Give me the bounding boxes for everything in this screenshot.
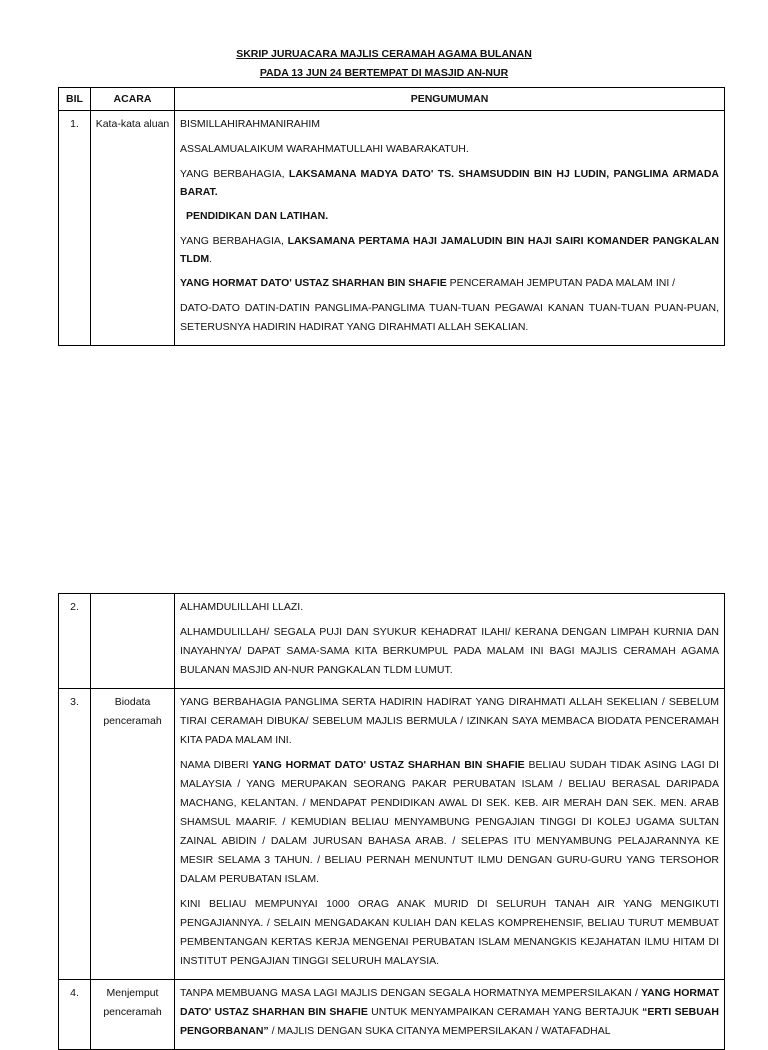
announcement-paragraph: BISMILLAHIRAHMANIRAHIM bbox=[180, 118, 321, 130]
text-span: YANG BERBAHAGIA, bbox=[180, 168, 289, 180]
text-span: / MAJLIS DENGAN SUKA CITANYA MEMPERSILAKAN / WATAFADHAL bbox=[268, 1025, 611, 1037]
document-title: SKRIP JURUACARA MAJLIS CERAMAH AGAMA BULANAN bbox=[236, 48, 532, 60]
row-announcement bbox=[175, 594, 725, 689]
bold-text: PENDIDIKAN DAN LATIHAN. bbox=[186, 210, 329, 222]
announcement-paragraph: YANG BERBAHAGIA PANGLIMA SERTA HADIRIN HADIRAT YANG DIRAHMATI ALLAH SEKELIAN / SEBELUM TIRAI CERAMAH DIBUKA/ SEBELUM MAJLIS BERMULA / IZINKAN SAYA MEMBACA BIODATA PENCERAMAH KITA PADA MALAM INI. bbox=[180, 696, 719, 746]
announcement-paragraph: DATO-DATO DATIN-DATIN PANGLIMA-PANGLIMA TUAN-TUAN PEGAWAI KANAN TUAN-TUAN PUAN-PUAN, SETERUSNYA HADIRIN HADIRAT YANG DIRAHMATI ALLAH SEKALIAN. bbox=[180, 302, 719, 333]
announcement-paragraph: ASSALAMUALAIKUM WARAHMATULLAHI WABARAKATUH. bbox=[180, 143, 469, 155]
script-table-page-1 bbox=[58, 87, 725, 346]
text-span: TANPA MEMBUANG MASA LAGI MAJLIS DENGAN SEGALA HORMATNYA MEMPERSILAKAN / bbox=[180, 987, 642, 999]
announcement-paragraph: ALHAMDULILLAHI LLAZI. bbox=[180, 601, 304, 613]
script-table-page-2 bbox=[58, 593, 725, 1050]
row-number: 1. bbox=[59, 111, 91, 346]
announcement-paragraph: KINI BELIAU MEMPUNYAI 1000 ORAG ANAK MURID DI SELURUH TANAH AIR YANG MENGIKUTI PENGAJIANNYA. / SELAIN MENGADAKAN KULIAH DAN KELAS KOMPREHENSIF, BELIAU TURUT MEMBUAT PEMBENTANGAN KERTAS KERJA MENGENAI PERUBATAN ISLAM MENANGKIS KEJAHATAN ILMU HITAM DI INSTITUT PENGAJIAN TINGGI SELURUH MALAYSIA. bbox=[180, 898, 719, 967]
header-pengumuman: PENGUMUMAN bbox=[175, 88, 725, 111]
document-subtitle: PADA 13 JUN 24 BERTEMPAT DI MASJID AN-NUR bbox=[259, 67, 509, 79]
header-acara: ACARA bbox=[91, 88, 175, 111]
bold-text: LAKSAMANA PERTAMA HAJI JAMALUDIN BIN HAJI SAIRI KOMANDER PANGKALAN TLDM bbox=[180, 235, 720, 265]
announcement-paragraph bbox=[180, 232, 719, 268]
row-event: Biodata penceramah bbox=[91, 689, 175, 980]
bold-text: YANG HORMAT DATO' USTAZ SHARHAN BIN SHAFIE bbox=[180, 987, 719, 1018]
bold-text: “ERTI SEBUAH PENGORBANAN” bbox=[180, 1006, 719, 1037]
text-span: . bbox=[209, 253, 213, 265]
text-span: PENCERAMAH JEMPUTAN PADA MALAM INI / bbox=[446, 277, 676, 289]
announcement-paragraph bbox=[180, 984, 719, 1041]
announcement-paragraph bbox=[180, 165, 719, 201]
bold-text: LAKSAMANA MADYA DATO' TS. SHAMSUDDIN BIN HJ LUDIN, PANGLIMA ARMADA BARAT. bbox=[180, 168, 720, 198]
row-event: Menjemput penceramah bbox=[91, 980, 175, 1050]
row-announcement bbox=[175, 689, 725, 980]
table-row bbox=[59, 594, 725, 689]
bold-text: YANG HORMAT DATO' USTAZ SHARHAN BIN SHAFIE bbox=[180, 277, 447, 289]
announcement-paragraph bbox=[180, 274, 719, 293]
row-announcement bbox=[175, 980, 725, 1050]
announcement-paragraph bbox=[180, 756, 719, 889]
table-header-row bbox=[59, 88, 725, 111]
table-row bbox=[59, 111, 725, 346]
text-span: NAMA DIBERI bbox=[180, 759, 253, 771]
row-event: Kata-kata aluan bbox=[91, 111, 175, 346]
header-bil: BIL bbox=[59, 88, 91, 111]
row-number: 4. bbox=[59, 980, 91, 1050]
row-number: 2. bbox=[59, 594, 91, 689]
text-span: YANG BERBAHAGIA, bbox=[180, 235, 288, 247]
table-row bbox=[59, 980, 725, 1050]
bold-text: YANG HORMAT DATO' USTAZ SHARHAN BIN SHAFIE bbox=[252, 759, 525, 771]
table-row bbox=[59, 689, 725, 980]
row-event bbox=[91, 594, 175, 689]
row-announcement bbox=[175, 111, 725, 346]
text-span: BELIAU SUDAH TIDAK ASING LAGI DI MALAYSIA / YANG MERUPAKAN SEORANG PAKAR PERUBATAN ISLAM / BELIAU BERASAL DARIPADA MACHANG, KELANTAN. / MENDAPAT PENDIDIKAN AWAL DI SEK. KEB. AIR MERAH DAN SEK. MEN. ARAB SHAMSUL MAARIF. / KEMUDIAN BELIAU MENYAMBUNG PENGAJIAN TINGGI DI KOLEJ UGAMA SULTAN ZAINAL ABIDIN / DALAM JURUSAN BAHASA ARAB. / SELEPAS ITU MENYAMBUNG PELAJARANNYA KE MESIR SELAMA 3 TAHUN. / BELIAU PERNAH MENUNTUT ILMU DENGAN GURU-GURU YANG TERSOHOR DALAM PERUBATAN ISLAM. bbox=[180, 759, 719, 885]
row-number: 3. bbox=[59, 689, 91, 980]
text-span: UNTUK MENYAMPAIKAN CERAMAH YANG BERTAJUK bbox=[367, 1006, 643, 1018]
announcement-paragraph: ALHAMDULILLAH/ SEGALA PUJI DAN SYUKUR KEHADRAT ILAHI/ KERANA DENGAN LIMPAH KURNIA DAN INAYAHNYA/ DAPAT SAMA-SAMA KITA BERKUMPUL PADA MALAM INI BAGI MAJLIS CERAMAH AGAMA BULANAN MASJID AN-NUR PANGKALAN TLDM LUMUT. bbox=[180, 626, 719, 676]
announcement-paragraph bbox=[180, 207, 719, 226]
